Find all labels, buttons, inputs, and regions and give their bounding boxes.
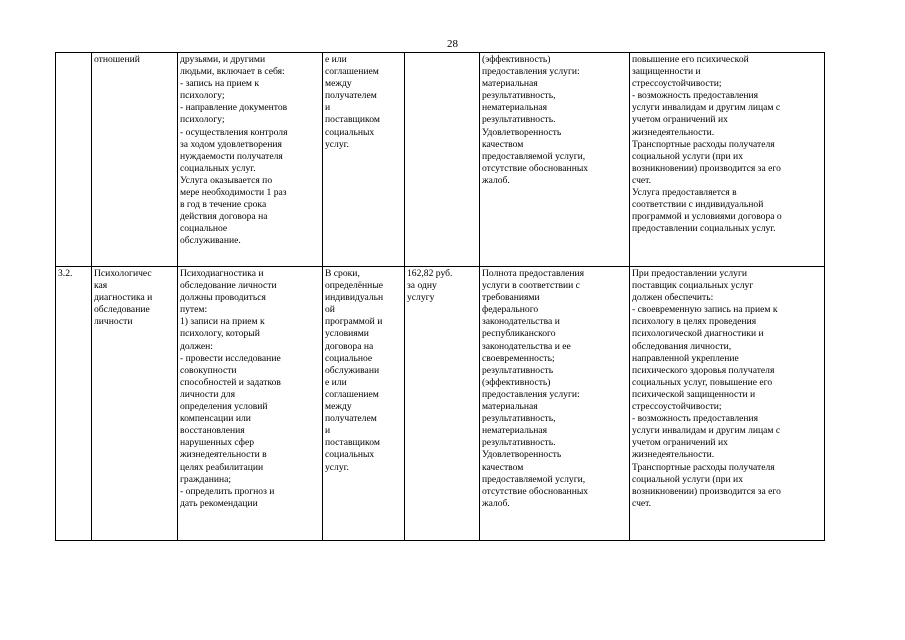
cell-line: личности для <box>180 388 235 400</box>
cell-conditions <box>630 53 825 267</box>
cell-line: дать рекомендации <box>180 497 258 509</box>
cell-line: стрессоустойчивости; <box>632 401 722 413</box>
cell-line: гражданина; <box>180 473 232 485</box>
cell-line: жизнедеятельности. <box>632 126 715 138</box>
cell-line: Удовлетворенность <box>482 126 562 138</box>
cell-line: предоставления услуги: <box>482 388 580 400</box>
cell-line: нематериальная <box>482 425 548 437</box>
cell-line: людьми, включает в себя: <box>180 66 285 78</box>
cell-line: нуждаемости получателя <box>180 150 283 162</box>
cell-line: жалоб. <box>482 174 510 186</box>
cell-line: результативность. <box>482 437 556 449</box>
cell-line: социальной услуги (при их <box>632 150 743 162</box>
cell-line: социальное <box>180 223 228 235</box>
cell-line: возникновении) производится за его <box>632 485 781 497</box>
cell-line: нематериальная <box>482 102 548 114</box>
cell-line: определённые <box>325 280 384 292</box>
cell-line: учетом ограничений их <box>632 437 728 449</box>
cell-line: направленной укрепление <box>632 352 739 364</box>
cell-indicators <box>480 53 630 267</box>
cell-line: за одну <box>407 280 437 292</box>
cell-line: законодательства и <box>482 316 560 328</box>
cell-line: услуг. <box>325 461 349 473</box>
cell-line: Полнота предоставления <box>482 268 585 279</box>
cell-line: результативность. <box>482 114 556 126</box>
cell-line: должны проводиться <box>180 292 266 304</box>
cell-line: - определить прогноз и <box>180 485 275 497</box>
table-row <box>56 53 825 267</box>
cell-price <box>405 53 480 267</box>
cell-line: определения условий <box>180 401 268 413</box>
cell-line: восстановления <box>180 425 245 437</box>
page-number: 28 <box>447 38 458 50</box>
cell-line: друзьями, и другими <box>180 54 266 65</box>
cell-line: договора на <box>325 340 374 352</box>
cell-line: компенсации или <box>180 413 251 425</box>
cell-line: предоставляемой услуги, <box>482 150 586 162</box>
cell-content <box>178 53 323 267</box>
cell-term <box>323 267 405 541</box>
cell-line: действия договора на <box>180 211 268 223</box>
cell-indicators <box>480 267 630 541</box>
cell-line: Психологичес <box>94 268 152 279</box>
cell-line: материальная <box>482 78 538 90</box>
cell-line: 1) записи на прием к <box>180 316 265 328</box>
cell-line: законодательства и ее <box>482 340 571 352</box>
cell-line: счет. <box>632 174 652 186</box>
cell-line: Услуга оказывается по <box>180 174 273 186</box>
cell-line: повышение его психической <box>632 54 749 65</box>
cell-line: услугу <box>407 292 435 304</box>
cell-line: Психодиагностика и <box>180 268 264 279</box>
cell-line: предоставляемой услуги, <box>482 473 586 485</box>
cell-line: должен: <box>180 340 213 352</box>
cell-line: личности <box>94 316 133 328</box>
cell-line: психологу; <box>180 90 225 102</box>
cell-line: результативность, <box>482 90 556 102</box>
table-row <box>56 267 825 541</box>
cell-line: 162,82 руб. <box>407 268 453 279</box>
cell-line: (эффективность) <box>482 54 551 65</box>
cell-line: требованиями <box>482 292 540 304</box>
cell-line: программой и <box>325 316 383 328</box>
cell-line: материальная <box>482 401 538 413</box>
cell-conditions <box>630 267 825 541</box>
cell-line: е или <box>325 376 347 388</box>
cell-line: При предоставлении услуги <box>632 268 748 279</box>
cell-line: услуги в соответствии с <box>482 280 580 292</box>
cell-line: должен обеспечить: <box>632 292 714 304</box>
cell-line: обслуживани <box>325 364 380 376</box>
cell-line: результативность <box>482 364 554 376</box>
cell-line: программой и условиями договора о <box>632 211 782 223</box>
cell-line: учетом ограничений их <box>632 114 728 126</box>
cell-line: результативность, <box>482 413 556 425</box>
cell-line: соглашением <box>325 66 379 78</box>
cell-num <box>56 267 92 541</box>
cell-name <box>92 53 178 267</box>
cell-line: - возможность предоставления <box>632 90 759 102</box>
cell-line: психологу в целях проведения <box>632 316 757 328</box>
cell-line: обследование <box>94 304 150 316</box>
cell-line: жизнедеятельности. <box>632 449 715 461</box>
cell-line: в год в течение срока <box>180 199 267 211</box>
cell-line: В сроки, <box>325 268 360 279</box>
cell-line: республиканского <box>482 328 556 340</box>
cell-line: Транспортные расходы получателя <box>632 138 775 150</box>
cell-line: соответствии с индивидуальной <box>632 199 764 211</box>
cell-line: мере необходимости 1 раз <box>180 187 287 199</box>
cell-line: соглашением <box>325 388 379 400</box>
cell-line: - осуществления контроля <box>180 126 288 138</box>
cell-line: путем: <box>180 304 208 316</box>
cell-line: поставщиком <box>325 114 380 126</box>
cell-line: - провести исследование <box>180 352 281 364</box>
cell-line: своевременность; <box>482 352 555 364</box>
cell-line: услуги инвалидам и другим лицам с <box>632 102 781 114</box>
cell-line: - возможность предоставления <box>632 413 759 425</box>
cell-term <box>323 53 405 267</box>
cell-line: ой <box>325 304 335 316</box>
cell-line: целях реабилитации <box>180 461 264 473</box>
cell-line: за ходом удовлетворения <box>180 138 282 150</box>
cell-line: - запись на прием к <box>180 78 260 90</box>
cell-line: (эффективность) <box>482 376 551 388</box>
cell-price <box>405 267 480 541</box>
cell-line: получателем <box>325 413 377 425</box>
cell-line: предоставлении социальных услуг. <box>632 223 776 235</box>
cell-line: социальных услуг, повышение его <box>632 376 773 388</box>
cell-line: отсутствие обоснованных <box>482 162 589 174</box>
cell-line: отношений <box>94 54 140 65</box>
cell-line: жизнедеятельности в <box>180 449 267 461</box>
cell-line: социальных услуг. <box>180 162 256 174</box>
services-table <box>55 52 825 541</box>
cell-line: диагностика и <box>94 292 153 304</box>
cell-line: и <box>325 102 331 114</box>
cell-line: 3.2. <box>58 268 73 279</box>
cell-line: психического здоровья получателя <box>632 364 775 376</box>
cell-line: получателем <box>325 90 377 102</box>
cell-num <box>56 53 92 267</box>
cell-line: - своевременную запись на прием к <box>632 304 778 316</box>
cell-line: услуг. <box>325 138 349 150</box>
cell-line: - направление документов <box>180 102 288 114</box>
cell-content <box>178 267 323 541</box>
cell-line: е или <box>325 54 347 65</box>
cell-line: предоставления услуги: <box>482 66 580 78</box>
cell-line: социальных <box>325 449 375 461</box>
cell-line: психологу; <box>180 114 225 126</box>
cell-line: между <box>325 78 352 90</box>
cell-line: психической защищенности и <box>632 388 756 400</box>
cell-line: счет. <box>632 497 652 509</box>
cell-name <box>92 267 178 541</box>
cell-line: качеством <box>482 138 524 150</box>
cell-line: услуги инвалидам и другим лицам с <box>632 425 781 437</box>
cell-line: способностей и задатков <box>180 376 281 388</box>
cell-line: обследование личности <box>180 280 277 292</box>
cell-line: обслуживание. <box>180 235 241 247</box>
cell-line: стрессоустойчивости; <box>632 78 722 90</box>
cell-line: федерального <box>482 304 539 316</box>
cell-line: психологической диагностики и <box>632 328 764 340</box>
cell-line: поставщиком <box>325 437 380 449</box>
cell-line: и <box>325 425 331 437</box>
cell-line: отсутствие обоснованных <box>482 485 589 497</box>
cell-line: возникновении) производится за его <box>632 162 781 174</box>
cell-line: психологу, который <box>180 328 260 340</box>
cell-line: условиями <box>325 328 369 340</box>
cell-line: жалоб. <box>482 497 510 509</box>
cell-line: совокупности <box>180 364 237 376</box>
cell-line: социальной услуги (при их <box>632 473 743 485</box>
cell-line: защищенности и <box>632 66 701 78</box>
cell-line: нарушенных сфер <box>180 437 255 449</box>
cell-line: социальное <box>325 352 373 364</box>
cell-line: Транспортные расходы получателя <box>632 461 775 473</box>
cell-line: кая <box>94 280 108 292</box>
cell-line: между <box>325 401 352 413</box>
cell-line: Услуга предоставляется в <box>632 187 737 199</box>
cell-line: индивидуальн <box>325 292 384 304</box>
cell-line: качеством <box>482 461 524 473</box>
cell-line: социальных <box>325 126 375 138</box>
cell-line: обследования личности, <box>632 340 732 352</box>
cell-line: поставщик социальных услуг <box>632 280 754 292</box>
cell-line: Удовлетворенность <box>482 449 562 461</box>
